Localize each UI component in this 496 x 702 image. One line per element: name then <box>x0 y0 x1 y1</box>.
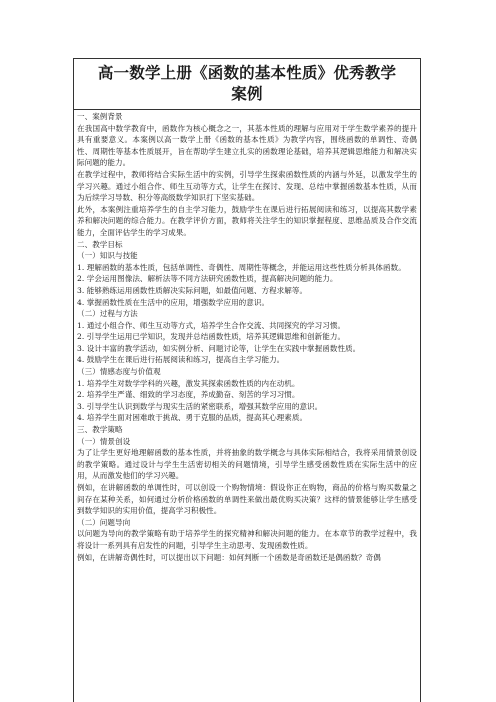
list-item: 2. 学会运用图像法、解析法等不同方法研究函数性质，提高解决问题的能力。 <box>77 274 338 284</box>
list-item: 2. 培养学生严谨、细致的学习态度，养成勤奋、刻苦的学习习惯。 <box>77 390 300 400</box>
title-line-1: 高一数学上册《函数的基本性质》优秀教学 <box>97 64 397 82</box>
paragraph: 在我国高中数学教育中，函数作为核心概念之一，其基本性质的理解与应用对于学生数学素养的提升具有重要意义。本案例以高一数学上册《函数的基本性质》为教学内容，围绕函数的单调性、奇偶性、周期性等基本性质展开，旨在帮助学生建立扎实的函数理论基础，培养其逻辑思维能力和解决实际问题的能力。 <box>77 123 417 168</box>
list-item: 1. 通过小组合作、师生互动等方式，培养学生合作交流、共同探究的学习习惯。 <box>77 320 346 330</box>
document-title <box>92 63 402 105</box>
title-line-2: 案例 <box>231 85 263 103</box>
section-heading: 二、教学目标 <box>77 239 123 249</box>
paragraph: 以问题为导向的教学策略有助于培养学生的探究精神和解决问题的能力。在本章节的教学过程中，我将设计一系列具有启发性的问题，引导学生主动思考、发现函数性质。 <box>77 529 417 550</box>
list-item: 1. 培养学生对数学学科的兴趣，激发其探索函数性质的内在动机。 <box>77 378 300 388</box>
list-item: 3. 设计丰富的教学活动，如实例分析、问题讨论等，让学生在实践中掌握函数性质。 <box>77 343 361 353</box>
subsection-heading: （一）知识与技能 <box>77 251 138 261</box>
list-item: 4. 掌握函数性质在生活中的应用，增强数学应用的意识。 <box>77 297 270 307</box>
paragraph: 例如，在讲解函数的单调性时，可以创设一个购物情境：假设你正在购物，商品的价格与购买数量之间存在某种关系，如何通过分析价格函数的单调性来做出最优购买决策？这样的情景能够让学生感受到数学知识的实用价值，提高学习积极性。 <box>77 483 417 516</box>
list-item: 3. 引导学生认识到数学与现实生活的紧密联系，增强其数学应用的意识。 <box>77 401 323 411</box>
list-item: 4. 鼓励学生在课后进行拓展阅读和练习，提高自主学习能力。 <box>77 355 285 365</box>
document-table <box>73 58 421 702</box>
title-cell <box>74 59 420 110</box>
paragraph: 例如，在讲解奇偶性时，可以提出以下问题：如何判断一个函数是奇函数还是偶函数？奇偶 <box>77 552 381 562</box>
subsection-heading: （二）过程与方法 <box>77 309 138 319</box>
section-heading: 一、案例背景 <box>77 112 123 121</box>
paragraph: 为了让学生更好地理解函数的基本性质，并将抽象的数学概念与具体实际相结合，我将采用情景创设的教学策略。通过设计与学生生活密切相关的问题情境，引导学生感受函数性质在实际生活中的应用，从而激发他们的学习兴趣。 <box>77 448 417 481</box>
body-cell <box>74 110 420 563</box>
list-item: 3. 能够熟练运用函数性质解决实际问题，如最值问题、方程求解等。 <box>77 285 308 295</box>
paragraph: 在教学过程中，教师将结合实际生活中的实例，引导学生探索函数性质的内涵与外延，以激发学生的学习兴趣。通过小组合作、师生互动等方式，让学生在探讨、发现、总结中掌握函数基本性质，从而为后续学习导数、积分等高级数学知识打下坚实基础。 <box>77 169 417 203</box>
subsection-heading: （二）问题导向 <box>77 517 131 527</box>
subsection-heading: （一）情景创设 <box>77 436 131 446</box>
subsection-heading: （三）情感态度与价值观 <box>77 367 161 377</box>
list-item: 2. 引导学生运用已学知识，发现并总结函数性质，培养其逻辑思维和创新能力。 <box>77 332 346 342</box>
list-item: 4. 培养学生面对困难敢于挑战、勇于克服的品质，提高其心理素质。 <box>77 413 308 423</box>
paragraph: 此外，本案例注重培养学生的自主学习能力，鼓励学生在课后进行拓展阅读和练习，以提高其数学素养和解决问题的综合能力。在教学评价方面，教师将关注学生的知识掌握程度、思维品质及合作交流能力，全面评估学生的学习成果。 <box>77 204 417 237</box>
section-heading: 三、教学策略 <box>77 425 123 435</box>
list-item: 1. 理解函数的基本性质，包括单调性、奇偶性、周期性等概念，并能运用这些性质分析具体函数。 <box>77 262 406 272</box>
